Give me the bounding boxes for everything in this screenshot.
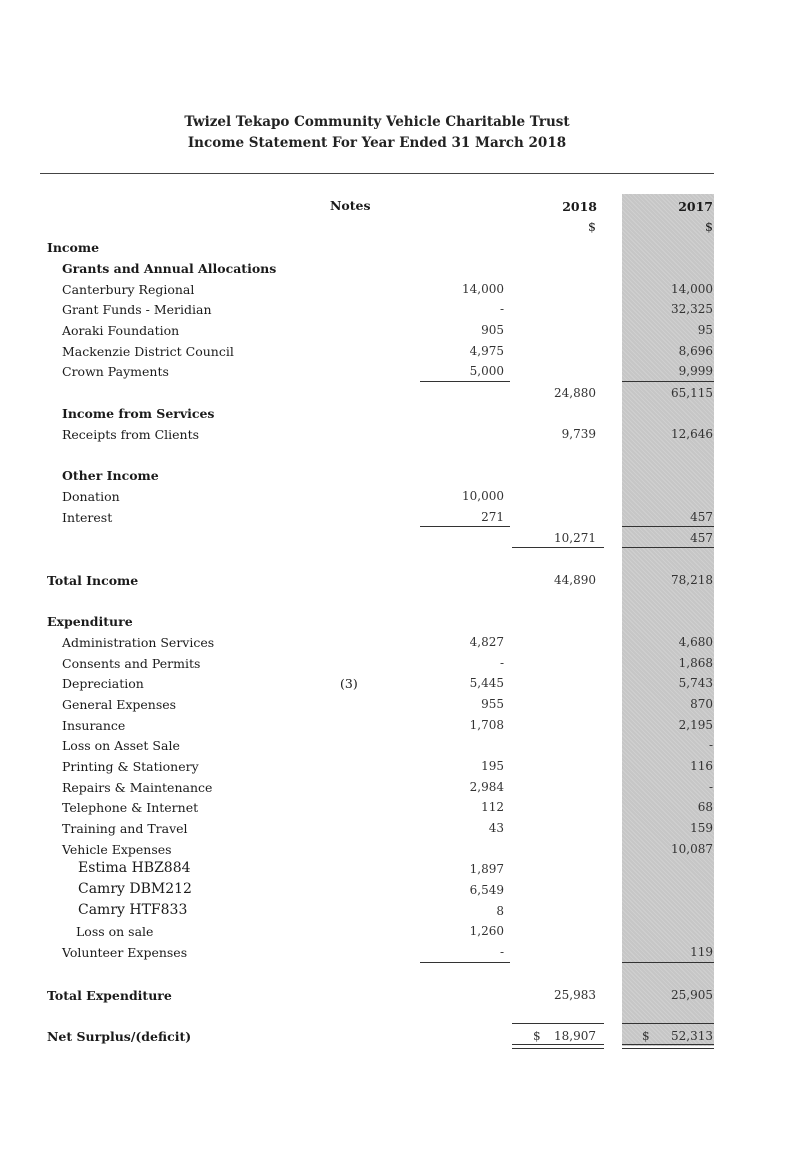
detail-amount: 2,984 xyxy=(469,780,504,794)
detail-amount: 112 xyxy=(481,800,504,814)
net-surplus-prior: 52,313 xyxy=(671,1029,713,1043)
grants-heading-row xyxy=(0,261,806,281)
other-income-heading: Other Income xyxy=(62,468,159,483)
detail-amount: - xyxy=(499,656,504,670)
table-row xyxy=(0,282,806,302)
row-label: Crown Payments xyxy=(62,364,169,379)
detail-amount: - xyxy=(499,945,504,959)
table-row xyxy=(0,718,806,738)
grants-total-row xyxy=(0,386,806,406)
prior-amount: 870 xyxy=(690,697,713,711)
row-label: Interest xyxy=(62,510,113,525)
subtotal-rule-prior xyxy=(622,962,714,963)
detail-amount: 14,000 xyxy=(462,282,504,296)
prior-amount: 2,195 xyxy=(678,718,713,732)
other-total-current: 10,271 xyxy=(554,531,596,545)
table-row xyxy=(0,302,806,322)
subtotal-rule xyxy=(420,526,510,527)
total-expenditure-prior: 25,905 xyxy=(671,988,713,1002)
total-income-row xyxy=(0,573,806,593)
statement-title-block xyxy=(0,112,754,154)
net-double-rule xyxy=(512,1044,604,1049)
detail-amount: 43 xyxy=(488,821,504,835)
row-label: Vehicle Expenses xyxy=(62,842,172,857)
subtotal-rule-prior xyxy=(622,381,714,382)
table-row xyxy=(0,697,806,717)
expenditure-heading-row xyxy=(0,614,806,634)
other-total-row xyxy=(0,531,806,551)
detail-amount: 8 xyxy=(496,904,504,918)
row-label: Repairs & Maintenance xyxy=(62,780,213,795)
table-row xyxy=(0,862,806,882)
grants-heading: Grants and Annual Allocations xyxy=(62,261,277,276)
prior-amount: 1,868 xyxy=(678,656,713,670)
subtotal-rule xyxy=(420,962,510,963)
row-label: Grant Funds - Meridian xyxy=(62,302,212,317)
detail-amount: 4,975 xyxy=(469,344,504,358)
detail-amount: 5,000 xyxy=(469,364,504,378)
row-label: Insurance xyxy=(62,718,126,733)
table-row xyxy=(0,489,806,509)
prior-amount: 457 xyxy=(690,510,713,524)
vehicle-label: Estima HBZ884 xyxy=(78,860,191,876)
other-heading-row xyxy=(0,468,806,488)
row-label: Aoraki Foundation xyxy=(62,323,180,338)
row-label: Consents and Permits xyxy=(62,656,201,671)
row-label: Administration Services xyxy=(62,635,215,650)
prior-amount: 10,087 xyxy=(671,842,713,856)
total-income-label: Total Income xyxy=(47,573,139,588)
detail-amount: 5,445 xyxy=(469,676,504,690)
income-heading-row xyxy=(0,240,806,260)
detail-amount: 6,549 xyxy=(469,883,504,897)
prior-amount: 116 xyxy=(690,759,713,773)
detail-amount: 1,260 xyxy=(469,924,504,938)
table-row xyxy=(0,821,806,841)
net-prior-dollar: $ xyxy=(642,1029,650,1043)
subtotal-rule xyxy=(420,381,510,382)
table-row xyxy=(0,635,806,655)
prior-amount: 68 xyxy=(697,800,713,814)
net-current-dollar: $ xyxy=(533,1029,541,1043)
prior-amount: 4,680 xyxy=(678,635,713,649)
subtotal-rule-prior xyxy=(622,526,714,527)
table-row xyxy=(0,904,806,924)
table-row xyxy=(0,780,806,800)
note-reference: (3) xyxy=(340,676,358,691)
total-expenditure-row xyxy=(0,988,806,1008)
grants-total-prior: 65,115 xyxy=(671,386,713,400)
row-label: Printing & Stationery xyxy=(62,759,199,774)
prior-amount: 119 xyxy=(690,945,713,959)
services-heading-row xyxy=(0,406,806,426)
net-top-rule-prior xyxy=(622,1023,714,1024)
other-total-prior: 457 xyxy=(690,531,713,545)
table-row xyxy=(0,656,806,676)
prior-amount: 5,743 xyxy=(678,676,713,690)
services-heading: Income from Services xyxy=(62,406,215,421)
prior-amount: 159 xyxy=(690,821,713,835)
prior-currency-symbol: $ xyxy=(705,219,713,234)
row-label: General Expenses xyxy=(62,697,177,712)
current-currency-symbol: $ xyxy=(588,219,596,234)
table-row xyxy=(0,924,806,944)
vehicle-label: Camry DBM212 xyxy=(78,881,192,897)
current-year-header: 2018 xyxy=(562,199,597,214)
prior-amount: 95 xyxy=(697,323,713,337)
table-row xyxy=(0,800,806,820)
row-label: Volunteer Expenses xyxy=(62,945,188,960)
table-row xyxy=(0,738,806,758)
detail-amount: 4,827 xyxy=(469,635,504,649)
row-label: Receipts from Clients xyxy=(62,427,200,442)
grants-total-current: 24,880 xyxy=(554,386,596,400)
table-row xyxy=(0,510,806,530)
notes-header: Notes xyxy=(330,198,371,213)
row-label: Telephone & Internet xyxy=(62,800,199,815)
table-row xyxy=(0,842,806,862)
prior-amount: - xyxy=(708,738,713,752)
prior-amount: 14,000 xyxy=(671,282,713,296)
row-label: Mackenzie District Council xyxy=(62,344,234,359)
detail-amount: 1,708 xyxy=(469,718,504,732)
row-label: Loss on sale xyxy=(76,924,154,939)
prior-amount: 12,646 xyxy=(671,427,713,441)
table-row xyxy=(0,323,806,343)
row-label: Loss on Asset Sale xyxy=(62,738,180,753)
net-top-rule xyxy=(512,1023,604,1024)
vehicle-label: Camry HTF833 xyxy=(78,902,188,918)
detail-amount: 905 xyxy=(481,323,504,337)
row-label: Canterbury Regional xyxy=(62,282,195,297)
net-surplus-label: Net Surplus/(deficit) xyxy=(47,1029,192,1044)
table-row xyxy=(0,344,806,364)
total-income-prior: 78,218 xyxy=(671,573,713,587)
expenditure-heading: Expenditure xyxy=(47,614,133,629)
net-surplus-current: 18,907 xyxy=(554,1029,596,1043)
total-expenditure-current: 25,983 xyxy=(554,988,596,1002)
row-label: Depreciation xyxy=(62,676,144,691)
header-rule xyxy=(40,173,714,174)
row-label: Donation xyxy=(62,489,120,504)
prior-amount: 9,999 xyxy=(678,364,713,378)
table-row xyxy=(0,676,806,696)
subtotal-rule-prior xyxy=(622,547,714,548)
trust-name: Twizel Tekapo Community Vehicle Charitable Trust xyxy=(184,114,570,130)
prior-year-header: 2017 xyxy=(678,199,713,214)
prior-amount: - xyxy=(708,780,713,794)
current-amount: 9,739 xyxy=(561,427,596,441)
net-double-rule-prior xyxy=(622,1044,714,1049)
row-label: Training and Travel xyxy=(62,821,188,836)
detail-amount: 10,000 xyxy=(462,489,504,503)
subtotal-rule xyxy=(512,547,604,548)
detail-amount: 195 xyxy=(481,759,504,773)
table-row xyxy=(0,759,806,779)
detail-amount: - xyxy=(499,302,504,316)
prior-amount: 8,696 xyxy=(678,344,713,358)
total-income-current: 44,890 xyxy=(554,573,596,587)
table-row xyxy=(0,427,806,447)
detail-amount: 955 xyxy=(481,697,504,711)
detail-amount: 1,897 xyxy=(469,862,504,876)
table-row xyxy=(0,883,806,903)
detail-amount: 271 xyxy=(481,510,504,524)
income-heading: Income xyxy=(47,240,100,255)
prior-amount: 32,325 xyxy=(671,302,713,316)
total-expenditure-label: Total Expenditure xyxy=(47,988,172,1003)
statement-subtitle: Income Statement For Year Ended 31 March 2018 xyxy=(187,135,567,151)
